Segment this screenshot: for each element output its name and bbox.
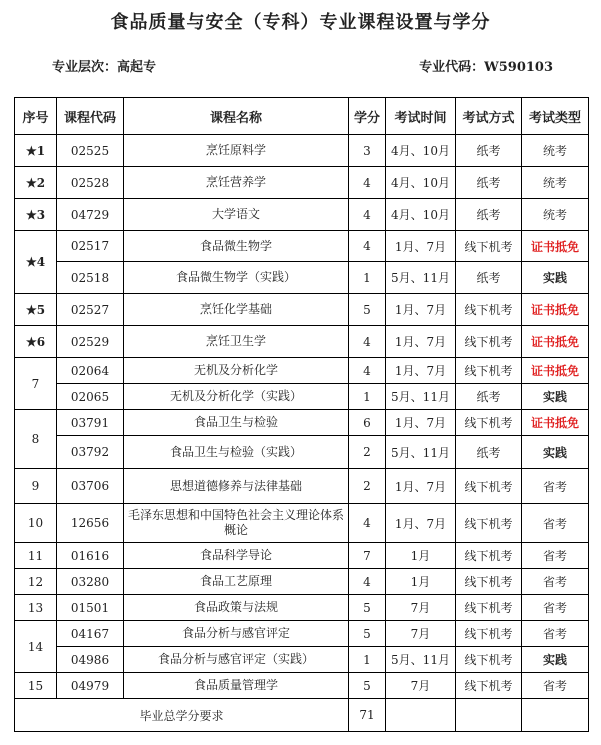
cell-time: 4月、10月 (386, 199, 456, 231)
cell-seq: ★3 (15, 199, 57, 231)
cell-credit: 5 (349, 294, 386, 326)
cell-credit: 6 (349, 410, 386, 436)
header-time: 考试时间 (386, 98, 456, 135)
cell-method: 线下机考 (456, 647, 522, 673)
cell-method: 线下机考 (456, 504, 522, 543)
cell-type: 省考 (522, 469, 589, 504)
cell-type: 省考 (522, 543, 589, 569)
table-row (15, 569, 589, 595)
total-empty-time (386, 699, 456, 732)
cell-time: 5月、11月 (386, 647, 456, 673)
table-row (15, 358, 589, 384)
cell-seq: ★1 (15, 135, 57, 167)
table-row (15, 595, 589, 621)
cell-name: 毛泽东思想和中国特色社会主义理论体系概论 (124, 504, 349, 543)
cell-seq: 8 (15, 410, 57, 469)
cell-seq: 10 (15, 504, 57, 543)
cell-type: 省考 (522, 569, 589, 595)
cell-code: 03706 (57, 469, 124, 504)
cell-type: 证书抵免 (522, 410, 589, 436)
cell-type: 实践 (522, 436, 589, 469)
cell-time: 1月、7月 (386, 469, 456, 504)
cell-method: 线下机考 (456, 621, 522, 647)
cell-type: 省考 (522, 504, 589, 543)
header-method: 考试方式 (456, 98, 522, 135)
cell-method: 纸考 (456, 167, 522, 199)
cell-name: 无机及分析化学（实践） (124, 384, 349, 410)
cell-method: 线下机考 (456, 410, 522, 436)
cell-seq: 7 (15, 358, 57, 410)
table-row (15, 621, 589, 647)
cell-code: 02065 (57, 384, 124, 410)
cell-code: 03791 (57, 410, 124, 436)
cell-credit: 4 (349, 199, 386, 231)
cell-name: 食品分析与感官评定（实践） (124, 647, 349, 673)
cell-time: 1月、7月 (386, 504, 456, 543)
cell-method: 线下机考 (456, 231, 522, 262)
course-table-body (15, 135, 589, 699)
table-row (15, 543, 589, 569)
table-row (15, 167, 589, 199)
table-row (15, 504, 589, 543)
cell-name: 食品卫生与检验（实践） (124, 436, 349, 469)
cell-credit: 4 (349, 358, 386, 384)
cell-code: 02527 (57, 294, 124, 326)
cell-type: 省考 (522, 621, 589, 647)
cell-credit: 3 (349, 135, 386, 167)
cell-seq: 12 (15, 569, 57, 595)
cell-name: 烹饪营养学 (124, 167, 349, 199)
cell-code: 04167 (57, 621, 124, 647)
cell-type: 省考 (522, 673, 589, 699)
table-row (15, 262, 589, 294)
cell-credit: 5 (349, 673, 386, 699)
cell-name: 食品科学导论 (124, 543, 349, 569)
cell-credit: 4 (349, 569, 386, 595)
header-seq: 序号 (15, 98, 57, 135)
table-row (15, 199, 589, 231)
cell-seq: 14 (15, 621, 57, 673)
cell-method: 线下机考 (456, 569, 522, 595)
cell-code: 02064 (57, 358, 124, 384)
cell-code: 02517 (57, 231, 124, 262)
cell-time: 7月 (386, 621, 456, 647)
cell-name: 食品政策与法规 (124, 595, 349, 621)
cell-type: 实践 (522, 384, 589, 410)
cell-name: 无机及分析化学 (124, 358, 349, 384)
cell-type: 实践 (522, 647, 589, 673)
header-credit: 学分 (349, 98, 386, 135)
total-empty-type (522, 699, 589, 732)
cell-name: 思想道德修养与法律基础 (124, 469, 349, 504)
cell-credit: 2 (349, 469, 386, 504)
cell-method: 线下机考 (456, 358, 522, 384)
cell-method: 纸考 (456, 199, 522, 231)
total-label: 毕业总学分要求 (15, 699, 349, 732)
cell-name: 食品卫生与检验 (124, 410, 349, 436)
cell-name: 烹饪化学基础 (124, 294, 349, 326)
cell-credit: 1 (349, 647, 386, 673)
cell-seq: 13 (15, 595, 57, 621)
cell-method: 纸考 (456, 436, 522, 469)
cell-type: 证书抵免 (522, 326, 589, 358)
cell-code: 01501 (57, 595, 124, 621)
cell-code: 02528 (57, 167, 124, 199)
table-row (15, 135, 589, 167)
cell-time: 1月、7月 (386, 231, 456, 262)
cell-type: 证书抵免 (522, 294, 589, 326)
cell-type: 统考 (522, 135, 589, 167)
cell-credit: 4 (349, 326, 386, 358)
cell-type: 统考 (522, 167, 589, 199)
cell-time: 5月、11月 (386, 262, 456, 294)
cell-method: 线下机考 (456, 673, 522, 699)
cell-credit: 5 (349, 595, 386, 621)
cell-method: 线下机考 (456, 326, 522, 358)
cell-time: 1月 (386, 569, 456, 595)
cell-credit: 1 (349, 262, 386, 294)
cell-time: 1月、7月 (386, 410, 456, 436)
table-row (15, 384, 589, 410)
cell-type: 省考 (522, 595, 589, 621)
cell-credit: 1 (349, 384, 386, 410)
major-level: 专业层次：高起专 (52, 60, 157, 75)
cell-type: 统考 (522, 199, 589, 231)
cell-method: 线下机考 (456, 294, 522, 326)
cell-code: 04986 (57, 647, 124, 673)
cell-method: 线下机考 (456, 469, 522, 504)
cell-time: 5月、11月 (386, 384, 456, 410)
cell-method: 纸考 (456, 135, 522, 167)
cell-name: 食品工艺原理 (124, 569, 349, 595)
cell-seq: 11 (15, 543, 57, 569)
course-table (14, 97, 589, 732)
cell-time: 4月、10月 (386, 167, 456, 199)
cell-seq: ★5 (15, 294, 57, 326)
cell-code: 12656 (57, 504, 124, 543)
cell-time: 1月、7月 (386, 294, 456, 326)
page-title: 食品质量与安全（专科）专业课程设置与学分 (110, 12, 491, 33)
cell-name: 食品质量管理学 (124, 673, 349, 699)
table-row (15, 469, 589, 504)
cell-seq: ★6 (15, 326, 57, 358)
cell-code: 02529 (57, 326, 124, 358)
cell-seq: 15 (15, 673, 57, 699)
total-credits: 71 (349, 699, 386, 732)
cell-time: 7月 (386, 673, 456, 699)
cell-time: 1月、7月 (386, 326, 456, 358)
cell-credit: 5 (349, 621, 386, 647)
cell-credit: 2 (349, 436, 386, 469)
cell-time: 7月 (386, 595, 456, 621)
cell-type: 证书抵免 (522, 358, 589, 384)
table-row (15, 231, 589, 262)
cell-time: 4月、10月 (386, 135, 456, 167)
cell-time: 5月、11月 (386, 436, 456, 469)
cell-code: 04729 (57, 199, 124, 231)
cell-method: 线下机考 (456, 595, 522, 621)
table-row (15, 673, 589, 699)
cell-type: 证书抵免 (522, 231, 589, 262)
cell-name: 烹饪卫生学 (124, 326, 349, 358)
cell-code: 02525 (57, 135, 124, 167)
header-code: 课程代码 (57, 98, 124, 135)
cell-credit: 4 (349, 167, 386, 199)
cell-credit: 4 (349, 504, 386, 543)
cell-method: 纸考 (456, 384, 522, 410)
cell-credit: 7 (349, 543, 386, 569)
total-empty-method (456, 699, 522, 732)
cell-seq: ★4 (15, 231, 57, 294)
major-code: 专业代码：W590103 (419, 60, 553, 75)
cell-time: 1月、7月 (386, 358, 456, 384)
header-name: 课程名称 (124, 98, 349, 135)
cell-method: 线下机考 (456, 543, 522, 569)
table-header-row (15, 98, 589, 135)
table-row (15, 294, 589, 326)
cell-credit: 4 (349, 231, 386, 262)
cell-seq: 9 (15, 469, 57, 504)
header-type: 考试类型 (522, 98, 589, 135)
cell-name: 食品微生物学 (124, 231, 349, 262)
cell-name: 大学语文 (124, 199, 349, 231)
cell-name: 食品微生物学（实践） (124, 262, 349, 294)
table-row (15, 647, 589, 673)
cell-type: 实践 (522, 262, 589, 294)
cell-code: 03792 (57, 436, 124, 469)
cell-method: 纸考 (456, 262, 522, 294)
cell-code: 03280 (57, 569, 124, 595)
cell-code: 02518 (57, 262, 124, 294)
table-row (15, 410, 589, 436)
cell-name: 烹饪原料学 (124, 135, 349, 167)
cell-code: 04979 (57, 673, 124, 699)
total-row (15, 699, 589, 732)
cell-name: 食品分析与感官评定 (124, 621, 349, 647)
table-row (15, 326, 589, 358)
cell-code: 01616 (57, 543, 124, 569)
cell-seq: ★2 (15, 167, 57, 199)
table-row (15, 436, 589, 469)
cell-time: 1月 (386, 543, 456, 569)
